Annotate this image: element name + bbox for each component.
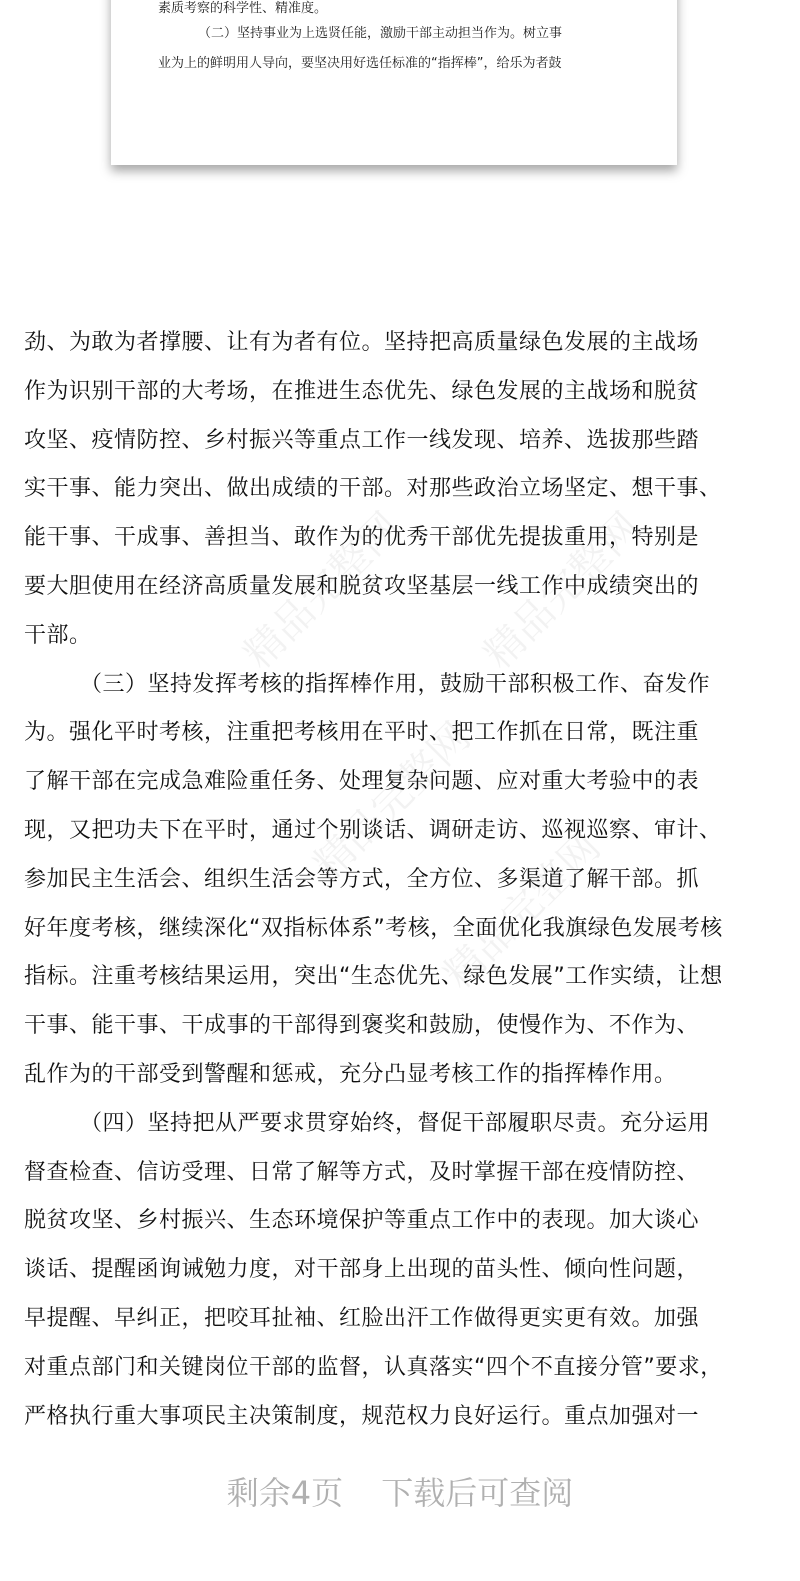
page-preview-card bbox=[111, 0, 677, 165]
text-line: 脱贫攻坚、乡村振兴、生态环境保护等重点工作中的表现。加大谈心 bbox=[24, 1208, 700, 1234]
text-line: 好年度考核，继续深化“双指标体系”考核，全面优化我旗绿色发展考核 bbox=[24, 915, 723, 941]
text-line: 能干事、干成事、善担当、敢作为的优秀干部优先提拔重用，特别是 bbox=[24, 525, 700, 551]
text-line: 现，又把功夫下在平时，通过个别谈话、调研走访、巡视巡察、审计、 bbox=[24, 817, 722, 843]
watermark: 精品完整网 bbox=[475, 504, 650, 678]
download-prompt[interactable] bbox=[0, 1468, 800, 1514]
text-line: 劲、为敢为者撑腰、让有为者有位。坚持把高质量绿色发展的主战场 bbox=[24, 330, 700, 355]
text-line: （四）坚持把从严要求贯穿始终，督促干部履职尽责。充分运用 bbox=[80, 1110, 711, 1136]
text-line: 乱作为的干部受到警醒和惩戒，充分凸显考核工作的指挥棒作用。 bbox=[24, 1061, 677, 1087]
watermark: 精品完整网 bbox=[305, 714, 480, 888]
text-line: 干事、能干事、干成事的干部得到褒奖和鼓励，使慢作为、不作为、 bbox=[24, 1013, 700, 1039]
watermark: 精品完整网 bbox=[435, 824, 610, 998]
document-body bbox=[24, 323, 776, 1445]
preview-line: 业为上的鲜明用人导向，要坚决用好选任标准的“指挥棒”，给乐为者鼓 bbox=[158, 56, 562, 71]
preview-line: 素质考察的科学性、精准度。 bbox=[158, 1, 328, 16]
text-line: 严格执行重大事项民主决策制度，规范权力良好运行。重点加强对一 bbox=[24, 1403, 700, 1429]
preview-line: （二）坚持事业为上选贤任能，激励干部主动担当作为。树立事 bbox=[198, 26, 563, 41]
text-line: 指标。注重考核结果运用，突出“生态优先、绿色发展”工作实绩，让想 bbox=[24, 964, 723, 990]
text-line: 督查检查、信访受理、日常了解等方式，及时掌握干部在疫情防控、 bbox=[24, 1159, 700, 1185]
text-line: 了解干部在完成急难险重任务、处理复杂问题、应对重大考验中的表 bbox=[24, 769, 700, 795]
download-to-view-label[interactable]: 下载后可查阅 bbox=[381, 1474, 574, 1512]
text-line: 实干事、能力突出、做出成绩的干部。对那些政治立场坚定、想干事、 bbox=[24, 476, 722, 502]
text-line: 攻坚、疫情防控、乡村振兴等重点工作一线发现、培养、选拔那些踏 bbox=[24, 427, 700, 453]
text-line: 干部。 bbox=[24, 622, 92, 648]
text-line: 参加民主生活会、组织生活会等方式，全方位、多渠道了解干部。抓 bbox=[24, 866, 700, 892]
text-line: 早提醒、早纠正，把咬耳扯袖、红脸出汗工作做得更实更有效。加强 bbox=[24, 1305, 700, 1331]
text-line: （三）坚持发挥考核的指挥棒作用，鼓励干部积极工作、奋发作 bbox=[80, 671, 711, 697]
text-line: 作为识别干部的大考场，在推进生态优先、绿色发展的主战场和脱贫 bbox=[24, 378, 700, 404]
text-line: 谈话、提醒函询诫勉力度，对干部身上出现的苗头性、倾向性问题， bbox=[24, 1257, 700, 1283]
remaining-pages-label[interactable]: 剩余4页 bbox=[226, 1474, 344, 1512]
watermark: 精品完整网 bbox=[235, 504, 410, 678]
text-line: 要大胆使用在经济高质量发展和脱贫攻坚基层一线工作中成绩突出的 bbox=[24, 573, 700, 599]
text-line: 为。强化平时考核，注重把考核用在平时、把工作抓在日常，既注重 bbox=[24, 720, 700, 746]
text-line: 对重点部门和关键岗位干部的监督，认真落实“四个不直接分管”要求， bbox=[24, 1354, 723, 1380]
